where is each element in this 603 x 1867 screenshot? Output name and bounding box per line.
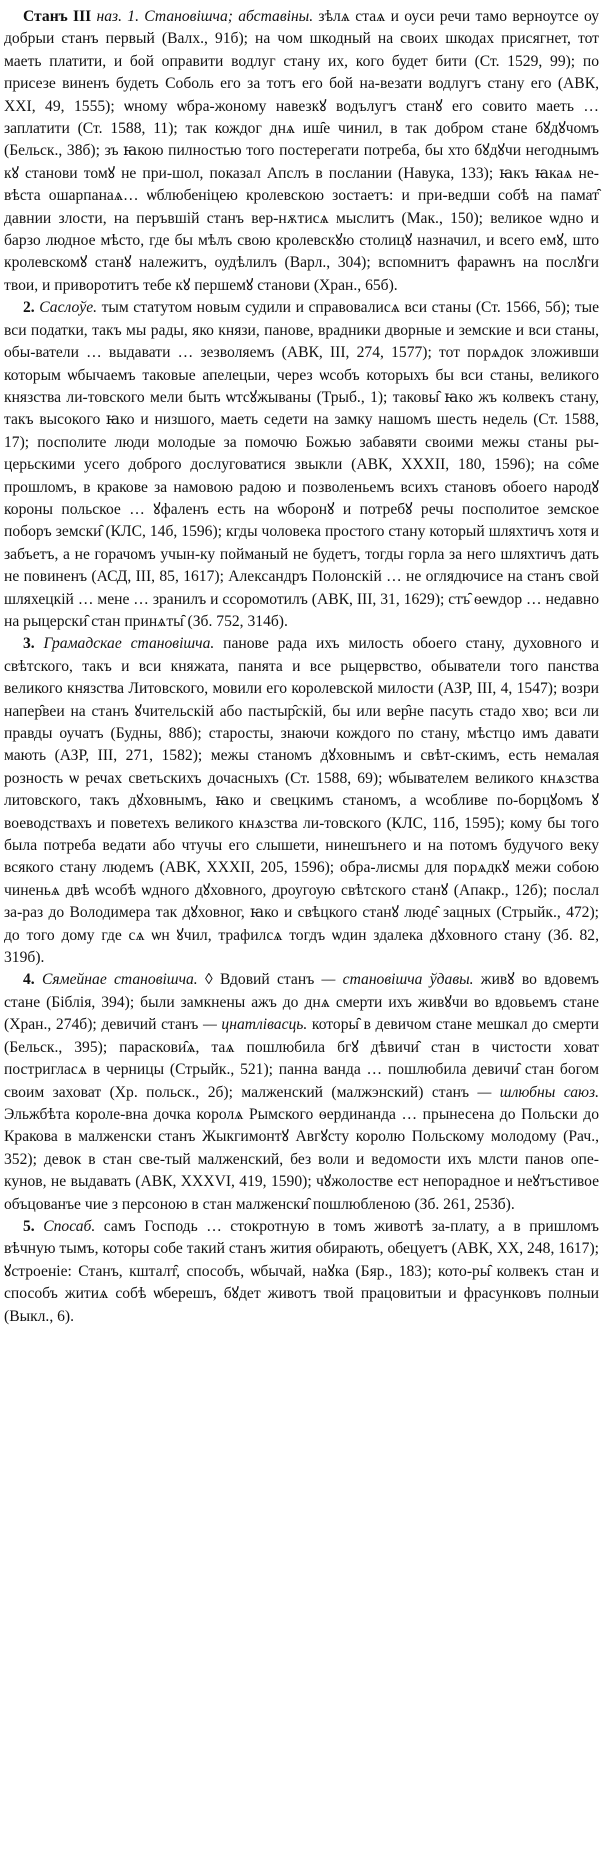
phrase-maiden: девичий станъ	[96, 1016, 199, 1034]
sense-5-text: самъ Господь … стокротную в томъ животѣ за-плату, а в пришломъ вѣчную тымъ, которы собе такий станъ жития обирають, обецуетъ (АВК, XX, 248, 1617); ꙋстроеніе: Станъ, кшталт̑, способъ, ѡбычай, наꙋка (Бяр., 183); кото-ры̑ колвекъ стан и способъ житиѧ собѣ ѡберешъ, бꙋдет животъ твой працовитыи и фрасунковъ полныи (Выкл., 6).	[4, 1217, 599, 1325]
phrase-widow-definition: — становішча ўдавы.	[314, 971, 474, 989]
sense-3-number: 3.	[23, 635, 35, 653]
sense-3-text: панове рада ихъ милость обоего стану, духовного и свѣтского, такъ и вси княжата, панята и все рыцервство, обыватели того панства великого князства Литовского, мовили его королевской милости (АЗР, III, 4, 1547); возри напер̑веи на станъ ꙋчительскій або пастыр̑скій, бы или вер̑не пасуть стадо хво; вси ли правды оучатъ (Будны, 88б); старосты, знаючи кождого по стану, мѣстцо имъ давати мають (АЗР, III, 271, 1582); межы станомъ дꙋховнымъ и свѣт-скимъ, есть немалая розность ѡ речах светьскихъ дочасныхъ (Ст. 1588, 69); ѡбывателем великого кнѧзства литовского, такъ дꙋховнымъ, ꙗко и свецкимъ станомъ, а ѡсобливе по-борцꙋомъ ꙋ воеводствахъ и поветехъ великого кнѧзства ли-товского (КЛС, 11б, 1595); кому бы того была потреба ведати або чтучы его слышети, нинешънего и на потомъ будучого веку всякого стану людемъ (АВК, XXXII, 205, 1596); обра-лисмы для порѧдкꙋ межи собою чиненьѧ двѣ ѡсобѣ ѡдного дꙋховного, дроугоую свѣтского станꙋ (Апакр., 12б); послал за-раз до Володимера так дꙋховног, ꙗко и свѣцкого станꙋ люде̑ зацных (Стрыйк., 472); до того дому где сѧ ѡн ꙋчил, трафилсѧ тогдъ ѡдин здалека дꙋховного стану (Зб. 82, 319б).	[4, 635, 599, 967]
headword: Станъ III	[23, 8, 92, 25]
phrase-widow: ◊ Вдовий станъ	[204, 971, 315, 989]
sense-5-gloss: Спосаб.	[43, 1217, 96, 1235]
sense-1-text: зѣлѧ стаѧ и оуси речи тамо верноутсе оу добрыи станъ первый (Валх., 91б); на чом шкодный на своих шкодах присягнет, тот маеть платити, и бой оправити водлуг стану их, кого будет бити (Ст. 1529, 99); по присезе виненъ будеть Соболь его за тотъ его бой на-везати водлугъ стану его (АВК, XXI, 49, 1555); ѡному ѡбра-жоному навезкꙋ водълугъ станꙋ его совито маеть … заплатити (Ст. 1588, 11); так кождог днѧ иш̑е чинил, в так добром стане бꙋдꙋчомъ (Бельск., 38б); зъ ꙗкою пилностью того постерегати потреба, бы хто бꙋдꙋчи негоднымъ кꙋ станови томꙋ не при-шол, показал Апслъ в послании (Навука, 133); ꙗкъ ꙗкаѧ не-вѣста ошарпанаѧ… ѡблюбеніцею кролевскою зостаетъ: и при-ведши собѣ на памат̑ давнии злости, на перъвшій станъ вер-нѫтисѧ мыслитъ (Мак., 150); великое ѡдно и барзо людное мѣсто, где бы мѣлъ свою кролевскꙋю столицꙋ назначил, и всего емꙋ, што кролевскомꙋ станꙋ належитъ, оудѣлилъ (Варл., 304); вспомнитъ фараѡнъ на послꙋги твои, и приворотитъ тебе кꙋ першемꙋ станови (Хран., 65б).	[4, 8, 599, 294]
sense-2-text: тым статутом новым судили и справовалисѧ вси станы (Ст. 1566, 5б); тые вси податки, такъ мы рады, яко князи, панове, врадники дворные и земские и вси станы, обы-ватели … выдавати … зезволяемъ (АВК, III, 274, 1577); тот порѧдок зложивши которым ѡбычаемъ таковые апелецыи, через ѡсобъ которыхъ бы вси станы, великого князства ли-товского мели быть ѡтсꙋжываны (Трыб., 1); таковы̑ ꙗко жъ колвекъ стану, такъ высокого ꙗко и низшого, маеть седети на замку нашомъ шесть недель (Ст. 1588, 17); посполите люди молодые за помочю Божью забавяти своими межы станы ры-церьскими усего доброго дослуговатися звыкли (АВК, XXXII, 180, 1596); на со̑ме прошломъ, в кракове за намовою радою и позволеньемъ всихъ становъ обоего народꙋ короны польское … ꙋфаленъ есть на ѡборонꙋ и потребꙋ речы посполитое земское поборъ земски̑ (КЛС, 14б, 1596); кгды чоловека простого стану который шляхтичъ хотя и забъетъ, а не горачомъ учын-ку пойманый не будетъ, тогды горла за него шляхтичъ дать не повиненъ (АСД, III, 85, 1617); Александръ Полонскій … не оглядючисе на станъ свой шляхецкій … мене … зранилъ и ссоромотилъ (АВК, III, 31, 1629); стъ̑ ѳеѡдор … недавно на рыцерски̑ стан принѧты̑ (Зб. 752, 314б).	[4, 299, 599, 630]
sense-1-gloss: Становішча; абставіны.	[144, 8, 314, 25]
sense-2-number: 2.	[23, 299, 35, 317]
sense-5-number: 5.	[23, 1217, 35, 1235]
sense-4-number: 4.	[23, 971, 35, 989]
sense-1	[4, 6, 599, 297]
sense-3	[4, 633, 599, 969]
phrase-marital: малженский (малжэнский) станъ	[232, 1083, 470, 1101]
phrase-marital-examples: Эльжбѣта короле-вна дочка королѧ Рымского ѳердинанда … прынесена до Польски до Кракова в малженски станъ Жыкгимонтꙋ Авгꙋсту королю Польскому молодому (Рач., 352); девок в стан све-тый малженский, без воли и ведомости ихъ млсти панов опе-кунов, не выдавать (АВК, XXXVI, 419, 1590); чꙋжолостве ест непорадное и неꙋтъстивое объцованъе чие з персоною в стан малженски̑ пошлюбленою (Зб. 261, 253б).	[4, 1105, 599, 1213]
part-of-speech-and-number: наз. 1.	[96, 8, 139, 25]
sense-3-gloss: Грамадскае становішча.	[43, 635, 215, 653]
sense-4	[4, 969, 599, 1215]
sense-4-gloss: Сямейнае становішча.	[41, 971, 198, 989]
sense-5	[4, 1216, 599, 1328]
sense-2-gloss: Саслоўе.	[39, 299, 98, 317]
sense-2	[4, 297, 599, 633]
phrase-maiden-examples: которы̑ в девичом стане мешкал до смерти (Бельск., 395); параскови̑ѧ, таѧ пошлюбила бгꙋ дѣвичи̑ стан в чистости ховат постригласѧ в черницы (Стрыйк., 521); панна ванда … пошлюбила девичи̑ стан богом своим заховат (Хр. польск., 2б);	[4, 1016, 599, 1101]
phrase-widow-examples: живꙋ во вдовемъ стане (Біблія, 394); были замкнены ажъ до днѧ смерти ихъ живꙋчи во вдовьемъ стане (Хран., 274б);	[4, 971, 599, 1034]
phrase-marital-definition: — шлюбны саюз.	[469, 1083, 600, 1101]
phrase-maiden-definition: — цнатлівасць.	[198, 1016, 308, 1034]
